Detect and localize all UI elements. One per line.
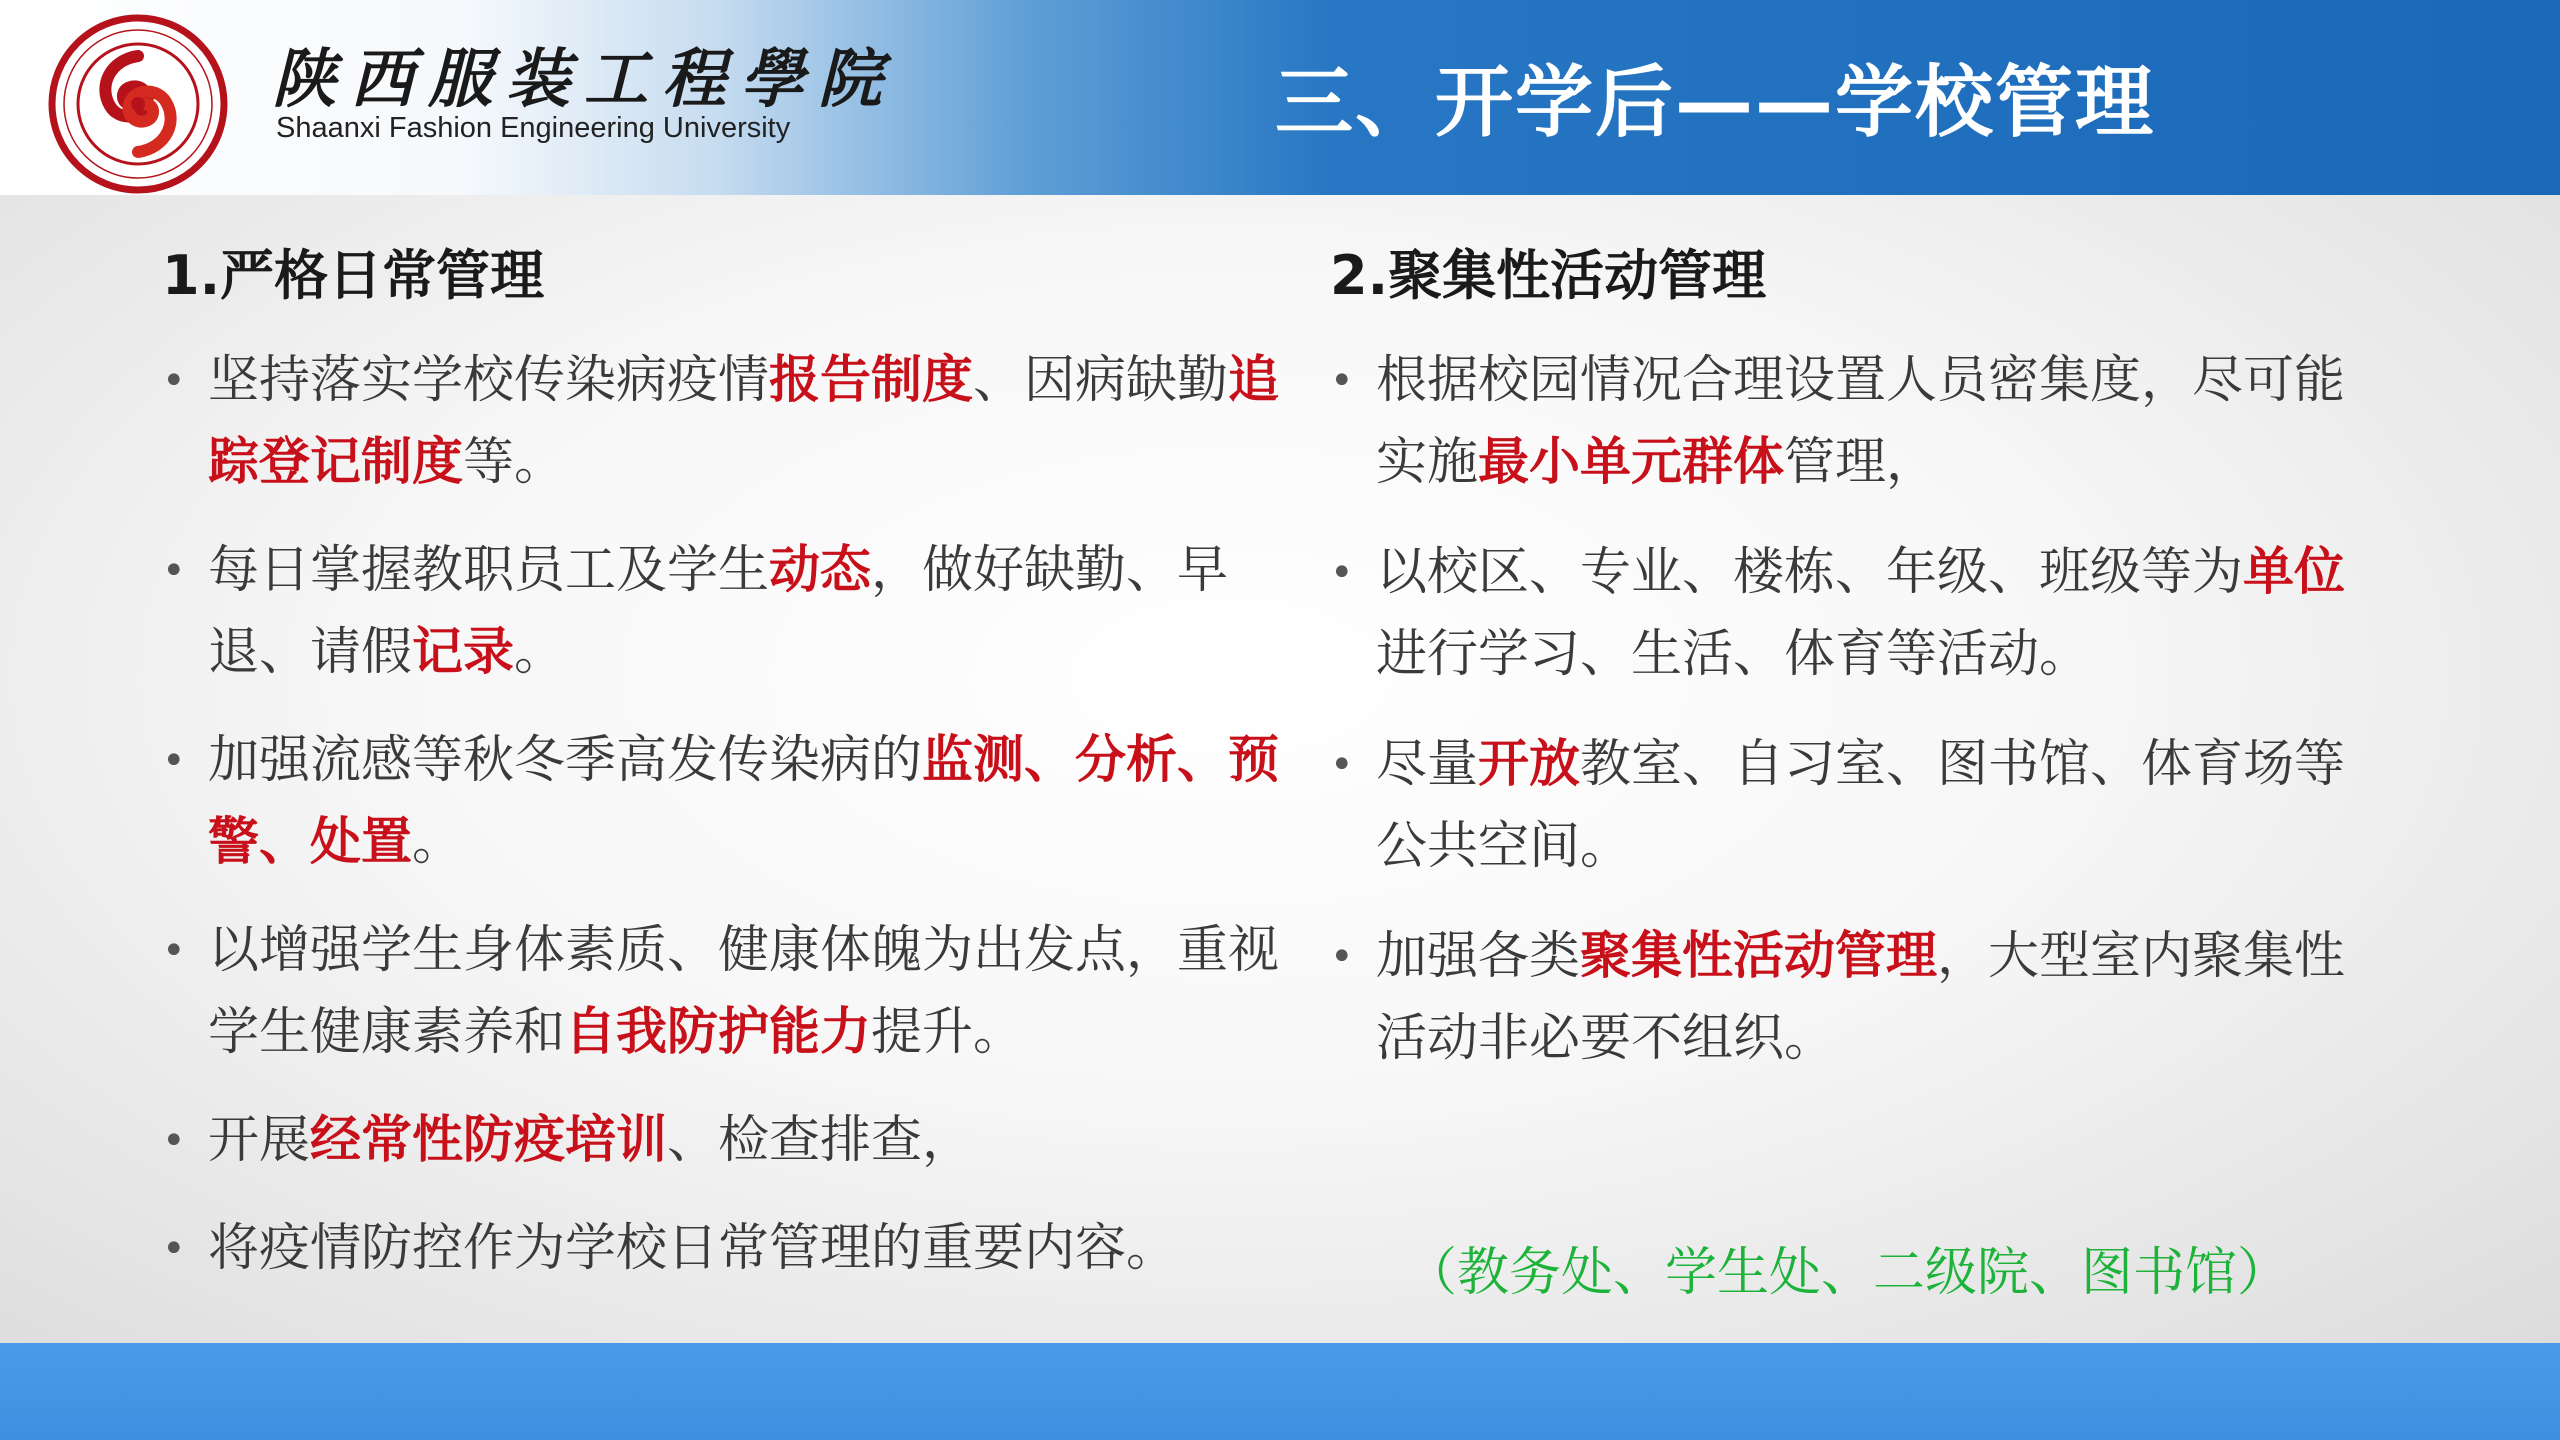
body-text: 每日掌握教职员工及学生 (208, 541, 770, 600)
body-text: 加强流感等秋冬季高发传染病的 (208, 731, 923, 790)
highlighted-text: 开放 (1478, 735, 1581, 794)
highlighted-text: 自我防护能力 (565, 1003, 872, 1062)
body-text: 开展 (208, 1111, 311, 1170)
department-note: （教务处、学生处、二级院、图书馆） (1405, 1243, 2290, 1303)
body-text: 、检查排查， (667, 1111, 974, 1170)
body-text: 。 (514, 623, 566, 682)
left-item-4 (162, 910, 1292, 1074)
body-text: 提升。 (871, 1003, 1025, 1062)
highlighted-text: 动态 (769, 541, 872, 600)
left-item-5 (162, 1100, 1292, 1182)
left-item-1 (162, 340, 1292, 504)
highlighted-text: 最小单元群体 (1478, 433, 1785, 492)
body-text: 以增强学生身体素质、健康体魄为出发点，重视学生健康素养和 (208, 921, 1280, 1062)
bullet-dot: • (162, 548, 186, 594)
body-text: 尽量 (1376, 735, 1479, 794)
school-name-chinese: 陕西服装工程學院 (272, 42, 896, 117)
body-text: 等。 (463, 433, 566, 492)
slide-title: 三、开学后——学校管理 (1275, 58, 2156, 148)
bullet-dot: • (1330, 934, 1354, 980)
body-text: 加强各类 (1376, 927, 1581, 986)
body-text: 将疫情防控作为学校日常管理的重要内容。 (208, 1219, 1178, 1278)
right-item-3 (1330, 724, 2380, 888)
body-text: ，做好缺勤、早退、请假 (208, 541, 1229, 682)
highlighted-text: 追踪登记制度 (208, 351, 1280, 492)
right-item-1 (1330, 340, 2380, 504)
highlighted-text: 监测、分析、预警、处置 (208, 731, 1280, 872)
left-item-3 (162, 720, 1292, 884)
left-item-6 (162, 1208, 1292, 1290)
right-column (1330, 233, 2380, 1108)
bullet-dot: • (162, 738, 186, 784)
bullet-dot: • (162, 1118, 186, 1164)
body-text: 以校区、专业、楼栋、年级、班级等为 (1376, 543, 2244, 602)
highlighted-text: 报告制度 (769, 351, 974, 410)
body-text: ，大型室内聚集性活动非必要不组织。 (1376, 927, 2346, 1068)
bullet-dot: • (1330, 742, 1354, 788)
school-name-english: Shaanxi Fashion Engineering University (276, 112, 791, 144)
right-item-2 (1330, 532, 2380, 696)
highlighted-text: 单位 (2243, 543, 2346, 602)
bullet-dot: • (162, 928, 186, 974)
bullet-dot: • (162, 1226, 186, 1272)
left-column (162, 233, 1292, 1316)
left-column-heading: 1.严格日常管理 (162, 244, 545, 307)
body-text: 、因病缺勤 (973, 351, 1229, 410)
body-text: 管理， (1784, 433, 1938, 492)
right-column-heading: 2.聚集性活动管理 (1330, 244, 1767, 307)
body-text: 教室、自习室、图书馆、体育场等公共空间。 (1376, 735, 2346, 876)
highlighted-text: 聚集性活动管理 (1580, 927, 1938, 986)
header-bar (0, 0, 2560, 195)
body-text: 进行学习、生活、体育等活动。 (1376, 625, 2091, 684)
school-seal-icon (48, 14, 228, 194)
right-item-4 (1330, 916, 2380, 1080)
content-area (0, 195, 2560, 1343)
body-text: 坚持落实学校传染病疫情 (208, 351, 770, 410)
bullet-dot: • (1330, 550, 1354, 596)
highlighted-text: 记录 (412, 623, 515, 682)
right-bullet-list (1330, 340, 2380, 1080)
bullet-dot: • (162, 358, 186, 404)
body-text: 。 (412, 813, 464, 872)
footer-bar (0, 1343, 2560, 1440)
left-item-2 (162, 530, 1292, 694)
left-bullet-list (162, 340, 1292, 1290)
body-text: 根据校园情况合理设置人员密集度，尽可能实施 (1376, 351, 2346, 492)
highlighted-text: 经常性防疫培训 (310, 1111, 668, 1170)
bullet-dot: • (1330, 358, 1354, 404)
